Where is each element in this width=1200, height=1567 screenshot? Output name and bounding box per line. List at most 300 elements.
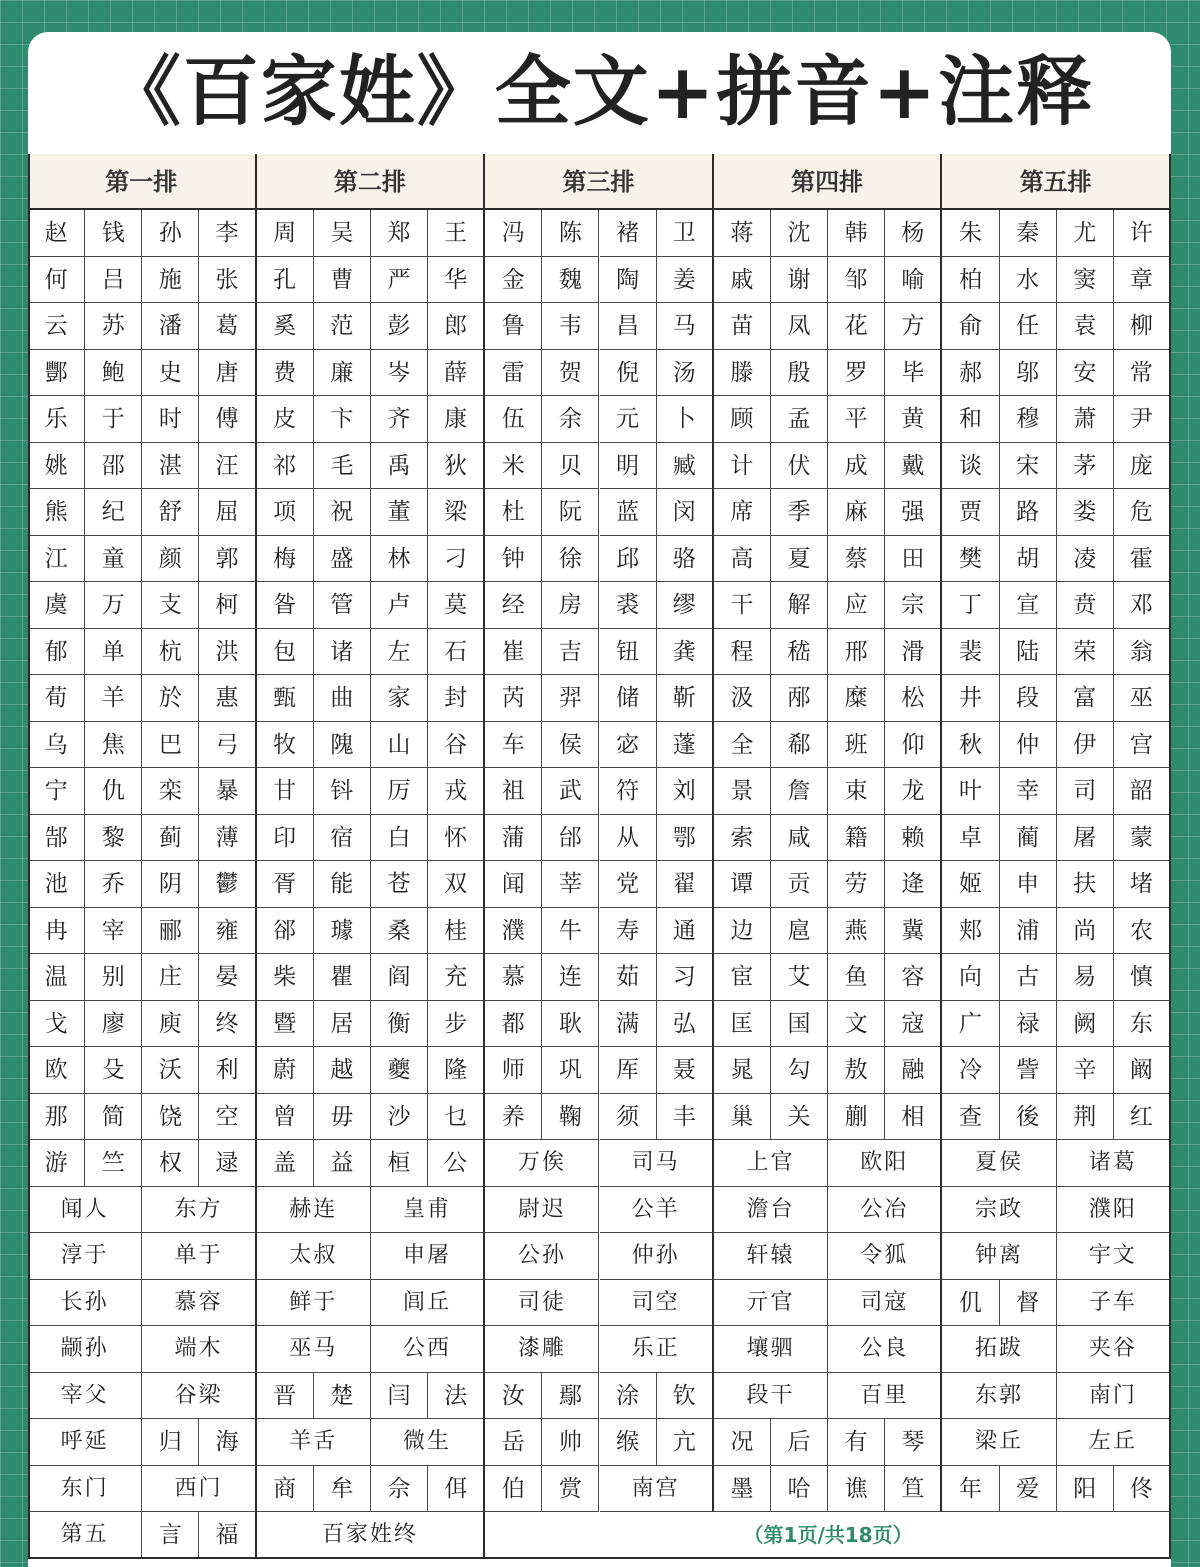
compound-surname-cell: 太叔 [257,1233,371,1280]
compound-surname-cell: 司寇 [828,1280,942,1327]
surname-cell: 归 [142,1419,199,1466]
surname-cell: 凤 [771,303,828,350]
surname-cell: 汝 [485,1373,542,1420]
surname-cell: 戚 [714,257,771,304]
surname-cell: 文 [828,1001,885,1048]
surname-cell: 芮 [485,675,542,722]
surname-cell: 岑 [371,350,428,397]
surname-cell: 杜 [485,489,542,536]
surname-cell: 羊 [85,675,142,722]
surname-cell: 空 [199,1094,256,1141]
surname-cell: 郤 [257,908,314,955]
surname-cell: 宗 [885,582,942,629]
surname-cell: 曾 [257,1094,314,1141]
surname-cell: 于 [85,396,142,443]
surname-cell: 司 [1057,768,1114,815]
surname-cell: 蔚 [257,1047,314,1094]
table-row [28,1419,1171,1466]
compound-surname-cell: 巫马 [257,1326,371,1373]
compound-surname-cell: 钟离 [942,1233,1056,1280]
surname-cell: 巴 [142,722,199,769]
surname-cell: 养 [485,1094,542,1141]
surname-cell: 沈 [771,210,828,257]
table-row [28,954,1171,1001]
table-row [28,1326,1171,1373]
surname-cell: 鲁 [485,303,542,350]
surname-cell: 王 [428,210,485,257]
compound-surname-cell: 仲孙 [600,1233,714,1280]
compound-surname-cell: 令狐 [828,1233,942,1280]
surname-cell: 巫 [1114,675,1171,722]
compound-surname-cell: 公羊 [600,1187,714,1234]
compound-surname-cell: 第五 [28,1512,142,1559]
surname-cell: 夏 [771,536,828,583]
compound-surname-cell: 单于 [142,1233,256,1280]
surname-cell: 厍 [600,1047,657,1094]
compound-surname-cell: 百家姓终 [257,1512,486,1559]
surname-cell: 逯 [199,1140,256,1187]
surname-cell: 叶 [942,768,999,815]
compound-surname-cell: 闻人 [28,1187,142,1234]
surname-cell: 乌 [28,722,85,769]
surname-cell: 习 [657,954,714,1001]
surname-cell: 靳 [657,675,714,722]
surname-cell: 逄 [885,861,942,908]
surname-cell: 霍 [1114,536,1171,583]
surname-cell: 喻 [885,257,942,304]
surname-cell: 廖 [85,1001,142,1048]
surname-cell: 段 [1000,675,1057,722]
surname-cell: 樊 [942,536,999,583]
surname-cell: 管 [314,582,371,629]
surname-cell: 贡 [771,861,828,908]
surname-cell: 於 [142,675,199,722]
surname-cell: 隆 [428,1047,485,1094]
surname-cell: 福 [199,1512,256,1559]
surname-cell: 谈 [942,443,999,490]
surname-cell: 简 [85,1094,142,1141]
surname-cell: 松 [885,675,942,722]
table-row [28,1280,1171,1327]
compound-surname-cell: 段干 [714,1373,828,1420]
compound-surname-cell: 司马 [600,1140,714,1187]
surname-cell: 蒋 [714,210,771,257]
surname-cell: 裘 [600,582,657,629]
surname-cell: 钮 [600,629,657,676]
table-row [28,1047,1171,1094]
surname-cell: 卢 [371,582,428,629]
table-row [28,1233,1171,1280]
surname-cell: 宫 [1114,722,1171,769]
surname-cell: 伯 [485,1466,542,1513]
surname-cell: 史 [142,350,199,397]
surname-cell: 严 [371,257,428,304]
surname-cell: 寇 [885,1001,942,1048]
surname-cell: 吉 [542,629,599,676]
surname-cell: 艾 [771,954,828,1001]
surname-cell: 牛 [542,908,599,955]
compound-surname-cell: 百里 [828,1373,942,1420]
surname-cell: 赖 [885,815,942,862]
surname-cell: 茹 [600,954,657,1001]
surname-cell: 柏 [942,257,999,304]
surname-cell: 须 [600,1094,657,1141]
surname-cell: 董 [371,489,428,536]
surname-cell: 符 [600,768,657,815]
surname-cell: 督 [1000,1280,1057,1327]
surname-cell: 滕 [714,350,771,397]
surname-cell: 吴 [314,210,371,257]
surname-cell: 缑 [600,1419,657,1466]
surname-cell: 毕 [885,350,942,397]
surname-cell: 赏 [542,1466,599,1513]
header-cell: 第五排 [942,154,1171,210]
surname-cell: 通 [657,908,714,955]
surname-cell: 洪 [199,629,256,676]
surname-cell: 牧 [257,722,314,769]
surname-cell: 贲 [1057,582,1114,629]
surname-cell: 甘 [257,768,314,815]
surname-cell: 荣 [1057,629,1114,676]
surname-cell: 倪 [600,350,657,397]
table-row [28,443,1171,490]
surname-cell: 诸 [314,629,371,676]
surname-cell: 常 [1114,350,1171,397]
surname-cell: 程 [714,629,771,676]
surname-cell: 从 [600,815,657,862]
table-row [28,303,1171,350]
surname-cell: 彭 [371,303,428,350]
surname-cell: 庞 [1114,443,1171,490]
compound-surname-cell: 公西 [371,1326,485,1373]
surname-cell: 徐 [542,536,599,583]
surname-cell: 荀 [28,675,85,722]
compound-surname-cell: 上官 [714,1140,828,1187]
header-cell: 第四排 [714,154,943,210]
surname-cell: 庄 [142,954,199,1001]
surname-cell: 弘 [657,1001,714,1048]
surname-cell: 卜 [657,396,714,443]
surname-cell: 夔 [371,1047,428,1094]
surname-cell: 石 [428,629,485,676]
compound-surname-cell: 申屠 [371,1233,485,1280]
surname-cell: 戴 [885,443,942,490]
surname-cell: 金 [485,257,542,304]
surname-cell: 柳 [1114,303,1171,350]
surname-cell: 甄 [257,675,314,722]
surname-cell: 闵 [657,489,714,536]
compound-surname-cell: 赫连 [257,1187,371,1234]
surname-cell: 羿 [542,675,599,722]
surname-cell: 浦 [1000,908,1057,955]
surname-cell: 阴 [142,861,199,908]
surname-cell: 璩 [314,908,371,955]
compound-surname-cell: 夹谷 [1057,1326,1171,1373]
surname-cell: 安 [1057,350,1114,397]
surname-cell: 暴 [199,768,256,815]
surname-cell: 池 [28,861,85,908]
compound-surname-cell: 漆雕 [485,1326,599,1373]
surname-cell: 都 [485,1001,542,1048]
surname-cell: 韦 [542,303,599,350]
surname-cell: 昝 [257,582,314,629]
surname-cell: 萧 [1057,396,1114,443]
surname-cell: 欧 [28,1047,85,1094]
surname-cell: 琴 [885,1419,942,1466]
surname-cell: 蓝 [600,489,657,536]
table-row [28,908,1171,955]
surname-cell: 阮 [542,489,599,536]
surname-cell: 仉 [942,1280,999,1327]
surname-cell: 笪 [885,1466,942,1513]
surname-cell: 扶 [1057,861,1114,908]
surname-cell: 申 [1000,861,1057,908]
surname-cell: 钦 [657,1373,714,1420]
surname-cell: 谷 [428,722,485,769]
compound-surname-cell: 淳于 [28,1233,142,1280]
compound-surname-cell: 司徒 [485,1280,599,1327]
surname-cell: 堵 [1114,861,1171,908]
surname-cell: 有 [828,1419,885,1466]
surname-cell: 裴 [942,629,999,676]
surname-cell: 查 [942,1094,999,1141]
surname-cell: 伏 [771,443,828,490]
table-row [28,210,1171,257]
surname-cell: 郦 [142,908,199,955]
surname-cell: 韩 [828,210,885,257]
surname-cell: 花 [828,303,885,350]
header-cell: 第三排 [485,154,714,210]
surname-cell: 满 [600,1001,657,1048]
compound-surname-cell: 澹台 [714,1187,828,1234]
surname-cell: 牟 [314,1466,371,1513]
surname-cell: 汲 [714,675,771,722]
table-row [28,722,1171,769]
surname-cell: 单 [85,629,142,676]
surname-cell: 秦 [1000,210,1057,257]
surname-cell: 俞 [942,303,999,350]
table-row [28,1466,1171,1513]
surname-cell: 咸 [771,815,828,862]
table-row [28,815,1171,862]
surname-cell: 索 [714,815,771,862]
surname-cell: 范 [314,303,371,350]
surname-cell: 季 [771,489,828,536]
surname-cell: 慕 [485,954,542,1001]
table-row [28,489,1171,536]
header-cell: 第一排 [28,154,257,210]
surname-cell: 水 [1000,257,1057,304]
table-row [28,582,1171,629]
surname-cell: 融 [885,1047,942,1094]
surname-cell: 尤 [1057,210,1114,257]
surname-cell: 阎 [371,954,428,1001]
compound-surname-cell: 皇甫 [371,1187,485,1234]
surname-cell: 蒙 [1114,815,1171,862]
surname-cell: 酆 [28,350,85,397]
surname-cell: 班 [828,722,885,769]
compound-surname-cell: 左丘 [1057,1419,1171,1466]
surname-cell: 白 [371,815,428,862]
surname-cell: 盛 [314,536,371,583]
surname-cell: 帅 [542,1419,599,1466]
surname-cell: 盖 [257,1140,314,1187]
surname-cell: 亢 [657,1419,714,1466]
surname-cell: 苍 [371,861,428,908]
surname-cell: 苗 [714,303,771,350]
surname-cell: 支 [142,582,199,629]
compound-surname-cell: 司空 [600,1280,714,1327]
surname-cell: 湛 [142,443,199,490]
compound-surname-cell: 公孙 [485,1233,599,1280]
surname-cell: 郜 [28,815,85,862]
surname-cell: 尹 [1114,396,1171,443]
compound-surname-cell: 谷梁 [142,1373,256,1420]
surname-cell: 成 [828,443,885,490]
surname-cell: 居 [314,1001,371,1048]
compound-surname-cell: 东门 [28,1466,142,1513]
surname-cell: 向 [942,954,999,1001]
surname-cell: 闫 [371,1373,428,1420]
surname-cell: 家 [371,675,428,722]
surname-cell: 栾 [142,768,199,815]
surname-cell: 勾 [771,1047,828,1094]
surname-cell: 章 [1114,257,1171,304]
compound-surname-cell: 拓跋 [942,1326,1056,1373]
surname-cell: 凌 [1057,536,1114,583]
surname-cell: 糜 [828,675,885,722]
surname-cell: 胡 [1000,536,1057,583]
compound-surname-cell: 羊舌 [257,1419,371,1466]
surname-cell: 缪 [657,582,714,629]
table-row [28,536,1171,583]
surname-cell: 哈 [771,1466,828,1513]
table-row [28,1373,1171,1420]
surname-cell: 邵 [85,443,142,490]
surname-cell: 鱼 [828,954,885,1001]
surname-cell: 能 [314,861,371,908]
document-sheet [28,32,1171,1567]
surname-cell: 沙 [371,1094,428,1141]
surname-cell: 邱 [600,536,657,583]
surname-cell: 朱 [942,210,999,257]
surname-cell: 车 [485,722,542,769]
surname-cell: 刁 [428,536,485,583]
surname-cell: 公 [428,1140,485,1187]
surname-cell: 何 [28,257,85,304]
surname-cell: 莘 [542,861,599,908]
surname-cell: 廉 [314,350,371,397]
surname-cell: 巢 [714,1094,771,1141]
surname-cell: 蔡 [828,536,885,583]
table-row [28,257,1171,304]
surname-cell: 扈 [771,908,828,955]
compound-surname-cell: 夏侯 [942,1140,1056,1187]
surname-cell: 国 [771,1001,828,1048]
surname-cell: 毋 [314,1094,371,1141]
compound-surname-cell: 慕容 [142,1280,256,1327]
surname-cell: 危 [1114,489,1171,536]
surname-cell: 怀 [428,815,485,862]
surname-cell: 党 [600,861,657,908]
surname-cell: 关 [771,1094,828,1141]
surname-cell: 窦 [1057,257,1114,304]
surname-cell: 桓 [371,1140,428,1187]
surname-cell: 崔 [485,629,542,676]
surname-cell: 元 [600,396,657,443]
compound-surname-cell: 西门 [142,1466,256,1513]
surname-cell: 匡 [714,1001,771,1048]
surname-cell: 戈 [28,1001,85,1048]
surname-cell: 解 [771,582,828,629]
surname-cell: 隗 [314,722,371,769]
compound-surname-cell: 子车 [1057,1280,1171,1327]
surname-cell: 杨 [885,210,942,257]
surname-cell: 强 [885,489,942,536]
surname-cell: 言 [142,1512,199,1559]
surname-cell: 武 [542,768,599,815]
surname-cell: 冀 [885,908,942,955]
surname-cell: 郝 [942,350,999,397]
surname-cell: 晋 [257,1373,314,1420]
surname-cell: 仇 [85,768,142,815]
surname-cell: 熊 [28,489,85,536]
surname-cell: 燕 [828,908,885,955]
surname-cell: 宰 [85,908,142,955]
surname-cell: 虞 [28,582,85,629]
surname-cell: 骆 [657,536,714,583]
surname-cell: 劳 [828,861,885,908]
surname-cell: 郏 [942,908,999,955]
surname-cell: 许 [1114,210,1171,257]
surname-cell: 龚 [657,629,714,676]
surname-cell: 后 [771,1419,828,1466]
surname-cell: 终 [199,1001,256,1048]
surname-cell: 曹 [314,257,371,304]
surname-cell: 费 [257,350,314,397]
surname-cell: 贾 [942,489,999,536]
surname-cell: 皮 [257,396,314,443]
surname-cell: 余 [542,396,599,443]
surname-cell: 葛 [199,303,256,350]
surname-cell: 马 [657,303,714,350]
surname-cell: 鬱 [199,861,256,908]
surname-cell: 相 [885,1094,942,1141]
surname-cell: 舒 [142,489,199,536]
table-row [28,1094,1171,1141]
surname-cell: 封 [428,675,485,722]
surname-cell: 海 [199,1419,256,1466]
surname-cell: 卫 [657,210,714,257]
surname-cell: 庾 [142,1001,199,1048]
table-row [28,768,1171,815]
surname-cell: 康 [428,396,485,443]
compound-surname-cell: 鲜于 [257,1280,371,1327]
surname-cell: 路 [1000,489,1057,536]
surname-cell: 爱 [1000,1466,1057,1513]
surname-cell: 禄 [1000,1001,1057,1048]
compound-surname-cell: 亓官 [714,1280,828,1327]
surname-cell: 齐 [371,396,428,443]
surname-cell: 郑 [371,210,428,257]
surname-cell: 钭 [314,768,371,815]
compound-surname-cell: 颛孙 [28,1326,142,1373]
surname-cell: 邬 [1000,350,1057,397]
surname-cell: 步 [428,1001,485,1048]
surname-cell: 翟 [657,861,714,908]
surname-cell: 年 [942,1466,999,1513]
surname-cell: 雷 [485,350,542,397]
